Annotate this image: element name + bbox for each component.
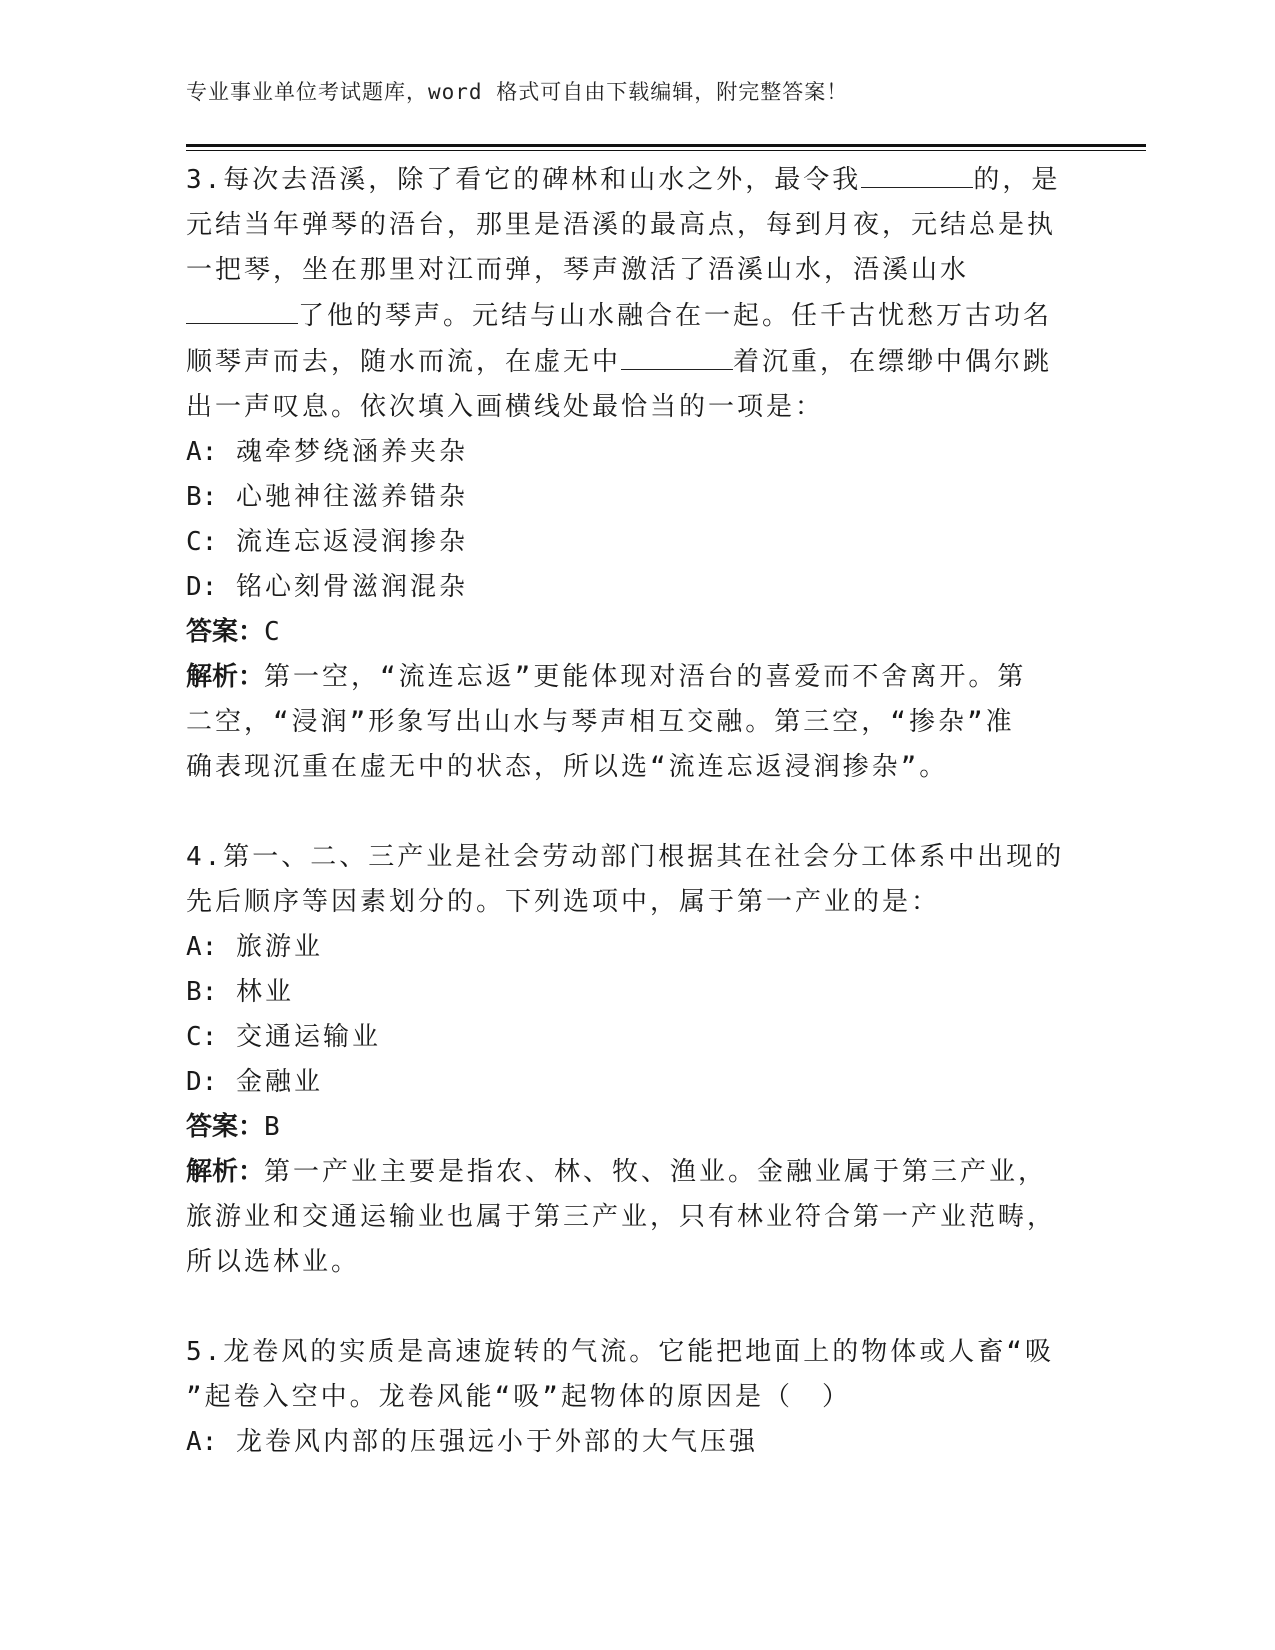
spacer (186, 1285, 1086, 1330)
option-d: D: 金融业 (186, 1067, 323, 1097)
option-d: D: 铭心刻骨滋润混杂 (186, 572, 468, 602)
option-a: A: 龙卷风内部的压强远小于外部的大气压强 (186, 1427, 758, 1457)
fill-blank (186, 293, 298, 324)
fill-blank (861, 157, 973, 188)
question-stem-line: 先后顺序等因素划分的。下列选项中，属于第一产业的是： (186, 887, 941, 917)
question-stem-line: 出一声叹息。依次填入画横线处最恰当的一项是： (186, 392, 825, 422)
spacer (186, 790, 1086, 835)
analysis-line: 所以选林业。 (186, 1247, 361, 1277)
analysis-line: 确表现沉重在虚无中的状态，所以选“流连忘返浸润掺杂”。 (186, 752, 949, 782)
analysis-line: 旅游业和交通运输业也属于第三产业，只有林业符合第一产业范畴， (186, 1202, 1057, 1232)
answer-line: 答案：C (186, 617, 283, 647)
question-list (186, 157, 1086, 1465)
question-stem-line: 5.龙卷风的实质是高速旋转的气流。它能把地面上的物体或人畜“吸 (186, 1337, 1054, 1367)
question-stem-line: 3.每次去浯溪，除了看它的碑林和山水之外，最令我 的，是 (186, 157, 1086, 203)
analysis-line: 解析：第一空，“流连忘返”更能体现对浯台的喜爱而不舍离开。第 (186, 662, 1027, 692)
analysis-line: 解析：第一产业主要是指农、林、牧、渔业。金融业属于第三产业， (186, 1157, 1048, 1187)
option-a: A: 旅游业 (186, 932, 323, 962)
option-a: A: 魂牵梦绕涵养夹杂 (186, 437, 468, 467)
question-stem-line: ”起卷入空中。龙卷风能“吸”起物体的原因是（ ） (186, 1382, 851, 1412)
question-stem-line: 4.第一、二、三产业是社会劳动部门根据其在社会分工体系中出现的 (186, 842, 1065, 872)
question-4 (186, 835, 1086, 1285)
header-rule-thick (186, 144, 1146, 147)
question-5 (186, 1330, 1086, 1465)
page-header: 专业事业单位考试题库，word 格式可自由下载编辑，附完整答案！ (186, 80, 849, 104)
header-rule-thin (186, 150, 1146, 151)
answer-line: 答案：B (186, 1112, 283, 1142)
fill-blank (621, 339, 733, 370)
option-c: C: 流连忘返浸润掺杂 (186, 527, 468, 557)
question-stem-line: 一把琴，坐在那里对江而弹，琴声激活了浯溪山水，浯溪山水 (186, 255, 970, 285)
question-stem-line: 顺琴声而去，随水而流，在虚无中 着沉重，在缥缈中偶尔跳 (186, 339, 1086, 385)
question-stem-line: 了他的琴声。元结与山水融合在一起。任千古忧愁万古功名 (186, 293, 1086, 339)
question-3 (186, 157, 1086, 790)
analysis-line: 二空，“浸润”形象写出山水与琴声相互交融。第三空，“掺杂”准 (186, 707, 1015, 737)
option-b: B: 林业 (186, 977, 294, 1007)
question-stem-line: 元结当年弹琴的浯台，那里是浯溪的最高点，每到月夜，元结总是执 (186, 210, 1057, 240)
option-c: C: 交通运输业 (186, 1022, 381, 1052)
option-b: B: 心驰神往滋养错杂 (186, 482, 468, 512)
